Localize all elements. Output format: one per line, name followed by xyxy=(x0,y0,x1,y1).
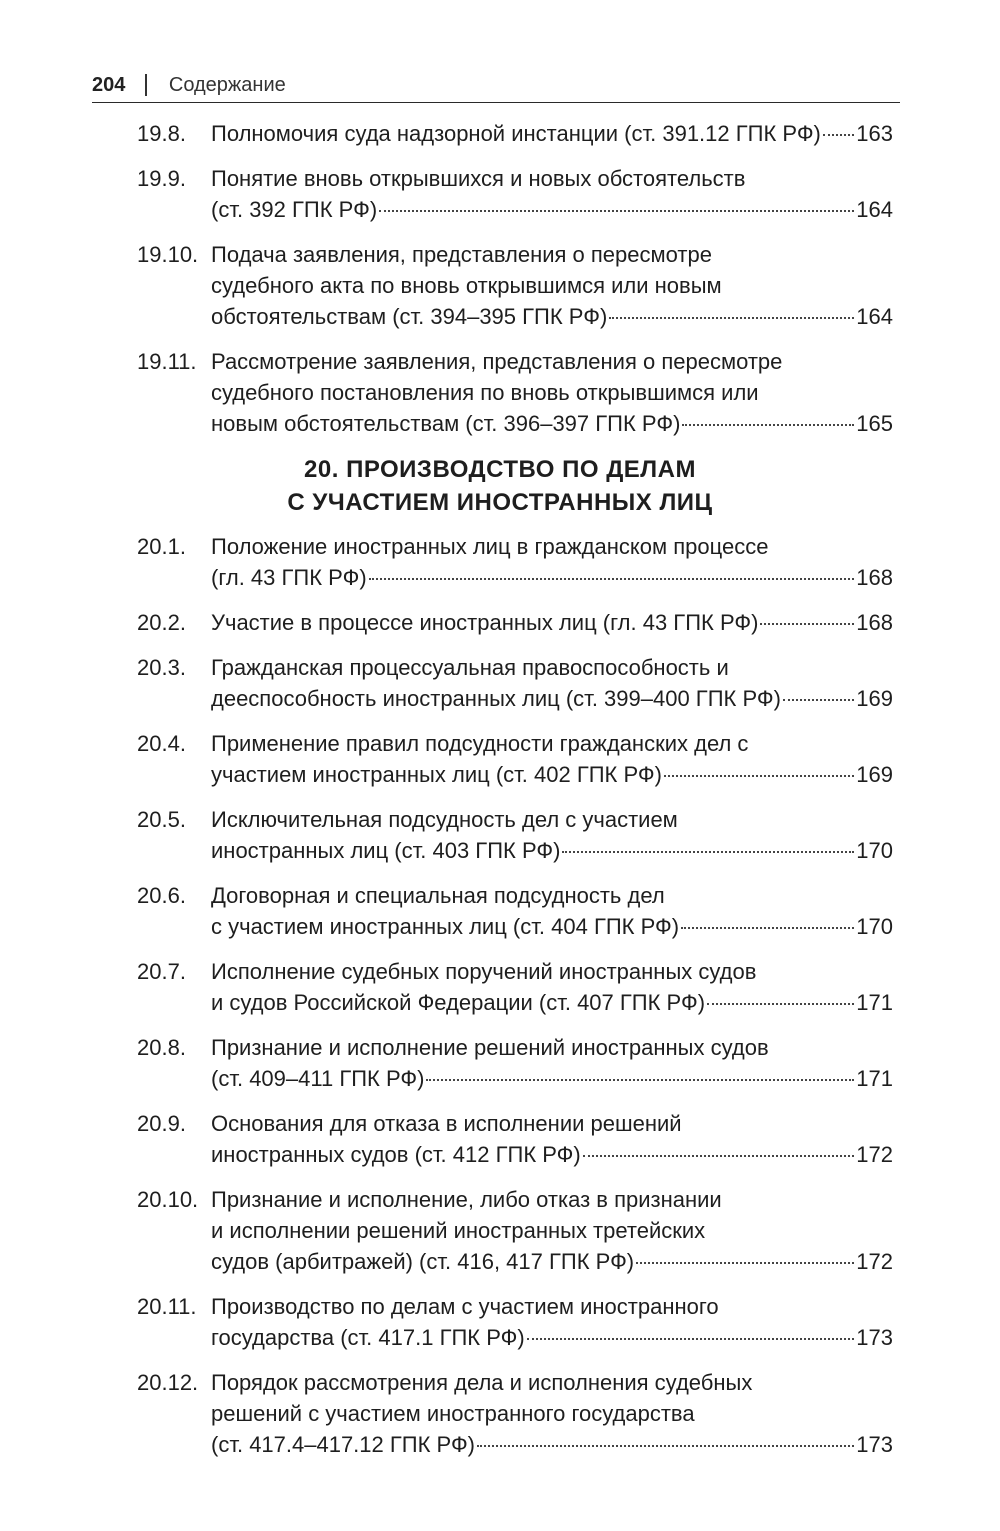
toc-entry-last-line xyxy=(211,408,893,439)
toc-entry-body xyxy=(211,163,893,225)
toc-entry-title-line: судов (арбитражей) (ст. 416, 417 ГПК РФ) xyxy=(211,1249,635,1274)
page-number: 204 xyxy=(92,73,126,96)
toc-entry-title-line: Применение правил подсудности гражданских дел с xyxy=(211,731,749,756)
toc-entry-number: 20.1. xyxy=(137,534,186,559)
toc-entry-number: 20.10. xyxy=(137,1187,199,1212)
toc-entry-page-number: 171 xyxy=(856,990,893,1015)
toc-entry[interactable] xyxy=(0,956,1000,1018)
toc-entry-title-line: Договорная и специальная подсудность дел xyxy=(211,883,665,908)
toc-entry-page-number: 168 xyxy=(856,610,893,635)
toc-entry-number: 19.10. xyxy=(137,242,199,267)
toc-entry-number: 20.12. xyxy=(137,1370,199,1395)
toc-entry-number: 19.11. xyxy=(137,349,197,374)
toc-entry-title-line: Участие в процессе иностранных лиц (гл. 43 ГПК РФ) xyxy=(211,610,759,635)
toc-entry[interactable] xyxy=(0,118,1000,149)
toc-entry-title-line: (гл. 43 ГПК РФ) xyxy=(211,565,367,590)
dot-leader xyxy=(562,850,854,853)
toc-entry-body xyxy=(211,118,893,149)
toc-entry-title-line: судебного акта по вновь открывшимся или новым xyxy=(211,273,722,298)
toc-entry-body xyxy=(211,531,893,593)
section-title-line-1: 20. ПРОИЗВОДСТВО ПО ДЕЛАМ xyxy=(304,456,696,483)
toc-entry-page-number: 170 xyxy=(856,914,893,939)
toc-entry-title-line: Признание и исполнение решений иностранных судов xyxy=(211,1035,769,1060)
toc-entry-body xyxy=(211,652,893,714)
toc-entry-page-number: 173 xyxy=(856,1432,893,1457)
toc-entry-number: 20.4. xyxy=(137,731,186,756)
toc-group-20 xyxy=(0,531,1000,1460)
toc-entry-number: 20.11. xyxy=(137,1294,197,1319)
dot-leader xyxy=(664,774,854,777)
toc-entry-page-number: 164 xyxy=(856,304,893,329)
toc-entry-page-number: 170 xyxy=(856,838,893,863)
toc-entry-number: 20.9. xyxy=(137,1111,186,1136)
toc-entry-title-line: (ст. 409–411 ГПК РФ) xyxy=(211,1066,425,1091)
toc-entry-last-line xyxy=(211,1063,893,1094)
toc-entry-number: 19.9. xyxy=(137,166,186,191)
toc-entry-title-line: новым обстоятельствам (ст. 396–397 ГПК РФ) xyxy=(211,411,681,436)
toc-entry[interactable] xyxy=(0,607,1000,638)
dot-leader xyxy=(681,926,854,929)
toc-entry-title-line: участием иностранных лиц (ст. 402 ГПК РФ) xyxy=(211,762,662,787)
toc-entry[interactable] xyxy=(0,239,1000,332)
toc-entry-title-line: Исполнение судебных поручений иностранных судов xyxy=(211,959,757,984)
toc-entry-title-line: Понятие вновь открывшихся и новых обстоятельств xyxy=(211,166,746,191)
toc-entry-title-line: государства (ст. 417.1 ГПК РФ) xyxy=(211,1325,525,1350)
toc-entry[interactable] xyxy=(0,652,1000,714)
toc-group-19 xyxy=(0,118,1000,439)
toc-entry-title-line: Признание и исполнение, либо отказ в признании xyxy=(211,1187,722,1212)
toc-entry-last-line xyxy=(211,607,893,638)
dot-leader xyxy=(636,1261,854,1264)
dot-leader xyxy=(682,423,854,426)
toc-entry-last-line xyxy=(211,562,893,593)
toc-entry[interactable] xyxy=(0,346,1000,439)
dot-leader xyxy=(426,1078,854,1081)
toc-entry[interactable] xyxy=(0,1291,1000,1353)
toc-entry-last-line xyxy=(211,1139,893,1170)
toc-entry-page-number: 164 xyxy=(856,197,893,222)
toc-entry[interactable] xyxy=(0,531,1000,593)
toc-entry-page-number: 172 xyxy=(856,1249,893,1274)
toc-entry-title-line: Порядок рассмотрения дела и исполнения судебных xyxy=(211,1370,753,1395)
header-title: Содержание xyxy=(168,73,286,96)
toc-entry[interactable] xyxy=(0,1108,1000,1170)
toc-entry-title-line: дееспособность иностранных лиц (ст. 399–400 ГПК РФ) xyxy=(211,686,781,711)
toc-entry-title-line: Положение иностранных лиц в гражданском процессе xyxy=(211,534,769,559)
toc-entry-body xyxy=(211,804,893,866)
dot-leader xyxy=(783,698,854,701)
toc-entry-number: 19.8. xyxy=(137,121,186,146)
toc-entry-body xyxy=(211,728,893,790)
toc-entry[interactable] xyxy=(0,1032,1000,1094)
toc-entry-title-line: Гражданская процессуальная правоспособность и xyxy=(211,655,729,680)
toc-entry-title-line: обстоятельствам (ст. 394–395 ГПК РФ) xyxy=(211,304,608,329)
dot-leader xyxy=(583,1154,855,1157)
toc-entry-title-line: Исключительная подсудность дел с участием xyxy=(211,807,678,832)
toc-entry-title-line: (ст. 392 ГПК РФ) xyxy=(211,197,378,222)
toc-entry-title-line: и исполнении решений иностранных третейских xyxy=(211,1218,706,1243)
dot-leader xyxy=(379,209,854,212)
toc-entry-page-number: 169 xyxy=(856,762,893,787)
toc-entry-title-line: Основания для отказа в исполнении решений xyxy=(211,1111,682,1136)
toc-entry-title-line: Полномочия суда надзорной инстанции (ст. 391.12 ГПК РФ) xyxy=(211,121,821,146)
toc-entry[interactable] xyxy=(0,163,1000,225)
toc-entry-page-number: 171 xyxy=(856,1066,893,1091)
toc-entry-last-line xyxy=(211,301,893,332)
toc-entry-number: 20.6. xyxy=(137,883,186,908)
dot-leader xyxy=(609,316,854,319)
toc-entry-title-line: иностранных лиц (ст. 403 ГПК РФ) xyxy=(211,838,561,863)
toc-entry-page-number: 173 xyxy=(856,1325,893,1350)
toc-entry-last-line xyxy=(211,987,893,1018)
toc-entry-number: 20.5. xyxy=(137,807,186,832)
toc-entry-title-line: решений с участием иностранного государства xyxy=(211,1401,695,1426)
toc-entry-number: 20.8. xyxy=(137,1035,186,1060)
toc-entry-body xyxy=(211,1291,893,1353)
dot-leader xyxy=(527,1337,855,1340)
toc-entry-body xyxy=(211,239,893,332)
toc-entry-page-number: 163 xyxy=(856,121,893,146)
toc-entry[interactable] xyxy=(0,804,1000,866)
toc-entry-body xyxy=(211,956,893,1018)
dot-leader xyxy=(477,1444,854,1447)
toc-entry-last-line xyxy=(211,1429,893,1460)
toc-entry[interactable] xyxy=(0,1367,1000,1460)
toc-entry-body xyxy=(211,1032,893,1094)
dot-leader xyxy=(760,622,854,625)
header-divider xyxy=(145,74,147,96)
toc-entry-title-line: судебного постановления по вновь открывшимся или xyxy=(211,380,759,405)
toc-entry[interactable] xyxy=(0,1184,1000,1277)
toc-entry-last-line xyxy=(211,194,893,225)
toc-entry-last-line xyxy=(211,1246,893,1277)
toc-entry-body xyxy=(211,1108,893,1170)
toc-entry-title-line: (ст. 417.4–417.12 ГПК РФ) xyxy=(211,1432,476,1457)
toc-entry-page-number: 165 xyxy=(856,411,893,436)
toc-entry-number: 20.2. xyxy=(137,610,186,635)
section-title-line-2: С УЧАСТИЕМ ИНОСТРАННЫХ ЛИЦ xyxy=(287,489,713,516)
toc-entry-body xyxy=(211,1367,893,1460)
dot-leader xyxy=(369,577,855,580)
toc-entry-last-line xyxy=(211,759,893,790)
toc-entry-last-line xyxy=(211,911,893,942)
toc-entry-last-line xyxy=(211,683,893,714)
toc-entry-body xyxy=(211,880,893,942)
dot-leader xyxy=(823,133,854,136)
toc-entry-title-line: с участием иностранных лиц (ст. 404 ГПК РФ) xyxy=(211,914,680,939)
toc-entry-number: 20.7. xyxy=(137,959,186,984)
toc-entry-title-line: Рассмотрение заявления, представления о пересмотре xyxy=(211,349,783,374)
toc-entry-title-line: Производство по делам с участием иностранного xyxy=(211,1294,719,1319)
toc-entry-number: 20.3. xyxy=(137,655,186,680)
toc-entry-page-number: 168 xyxy=(856,565,893,590)
toc-entry-page-number: 172 xyxy=(856,1142,893,1167)
dot-leader xyxy=(707,1002,854,1005)
toc-entry-body xyxy=(211,1184,893,1277)
toc-entry-last-line xyxy=(211,1322,893,1353)
toc-entry-title-line: Подача заявления, представления о пересмотре xyxy=(211,242,712,267)
section-title xyxy=(0,453,1000,519)
toc-entry-title-line: и судов Российской Федерации (ст. 407 ГПК РФ) xyxy=(211,990,706,1015)
toc-entry-last-line xyxy=(211,835,893,866)
page-header xyxy=(92,68,900,103)
toc-entry-body xyxy=(211,346,893,439)
table-of-contents xyxy=(0,118,1000,1474)
toc-entry-title-line: иностранных судов (ст. 412 ГПК РФ) xyxy=(211,1142,581,1167)
toc-entry-last-line xyxy=(211,118,893,149)
toc-entry[interactable] xyxy=(0,880,1000,942)
toc-entry[interactable] xyxy=(0,728,1000,790)
toc-entry-page-number: 169 xyxy=(856,686,893,711)
toc-entry-body xyxy=(211,607,893,638)
